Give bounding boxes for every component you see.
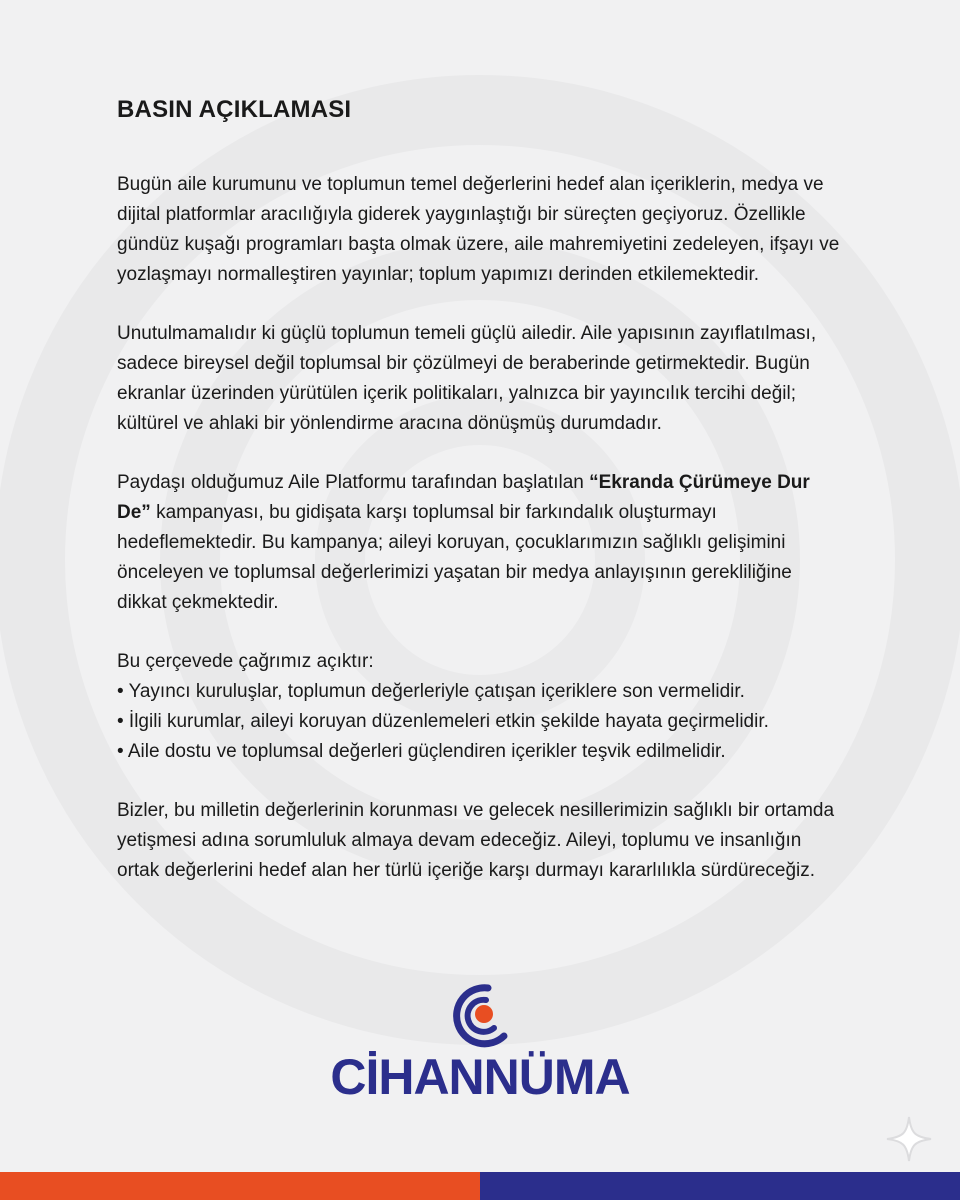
calls-intro: Bu çerçevede çağrımız açıktır: — [117, 651, 374, 672]
calls-section — [117, 647, 843, 767]
campaign-text-after: kampanyası, bu gidişata karşı toplumsal bir farkındalık oluşturmayı hedeflemektedir. Bu kampanya; aileyi koruyan, çocuklarımızın sağlıklı gelişimini önceleyen ve toplumsal değerlerimizi yaşatan bir medya anlayışının gerekliliğine dikkat çekmektedir. — [117, 502, 792, 613]
campaign-text-before: Paydaşı olduğumuz Aile Platformu tarafından başlatılan — [117, 472, 590, 493]
footer-bar-orange — [0, 1172, 480, 1200]
sparkle-icon — [884, 1114, 934, 1164]
cihannuma-logo-mark-icon — [448, 982, 512, 1048]
list-item: • Yayıncı kuruluşlar, toplumun değerleriyle çatışan içeriklere son vermelidir. — [117, 681, 745, 702]
page-title: BASIN AÇIKLAMASI — [117, 96, 352, 123]
footer-bar-blue — [480, 1172, 960, 1200]
paragraph-intro: Bugün aile kurumunu ve toplumun temel değerlerini hedef alan içeriklerin, medya ve dijital platformlar aracılığıyla giderek yaygınlaştığı bir süreçten geçiyoruz. Özellikle gündüz kuşağı programları başta olmak üzere, aile mahremiyetini zedeleyen, ifşayı ve yozlaşmayı normalleştiren yayınlar; toplum yapımızı derinden etkilemektedir. — [117, 174, 840, 285]
brand-logo — [330, 982, 630, 1112]
paragraph-closing: Bizler, bu milletin değerlerinin korunması ve gelecek nesillerimizin sağlıklı bir ortamda yetişmesi adına sorumluluk almaya devam edeceğiz. Aileyi, toplumu ve insanlığın ortak değerlerini hedef alan her türlü içeriğe karşı durmayı kararlılıkla sürdüreceğiz. — [117, 800, 835, 881]
campaign-name: “Ekranda Çürümeye Dur De” — [117, 472, 810, 523]
calls-list — [117, 677, 843, 767]
list-item: • Aile dostu ve toplumsal değerleri güçlendiren içerikler teşvik edilmelidir. — [117, 741, 726, 762]
list-item: • İlgili kurumlar, aileyi koruyan düzenlemeleri etkin şekilde hayata geçirmelidir. — [117, 711, 769, 732]
paragraph-family: Unutulmamalıdır ki güçlü toplumun temeli güçlü ailedir. Aile yapısının zayıflatılması, sadece bireysel değil toplumsal bir çözülmeyi de beraberinde getirmektedir. Bugün ekranlar üzerinden yürütülen içerik politikaları, yalnızca bir yayıncılık tercihi değil; kültürel ve ahlaki bir yönlendirme aracına dönüşmüş durumdadır. — [117, 323, 817, 434]
brand-name: CİHANNÜMA — [330, 1049, 630, 1105]
press-release — [117, 96, 843, 915]
paragraph-campaign — [117, 468, 843, 618]
